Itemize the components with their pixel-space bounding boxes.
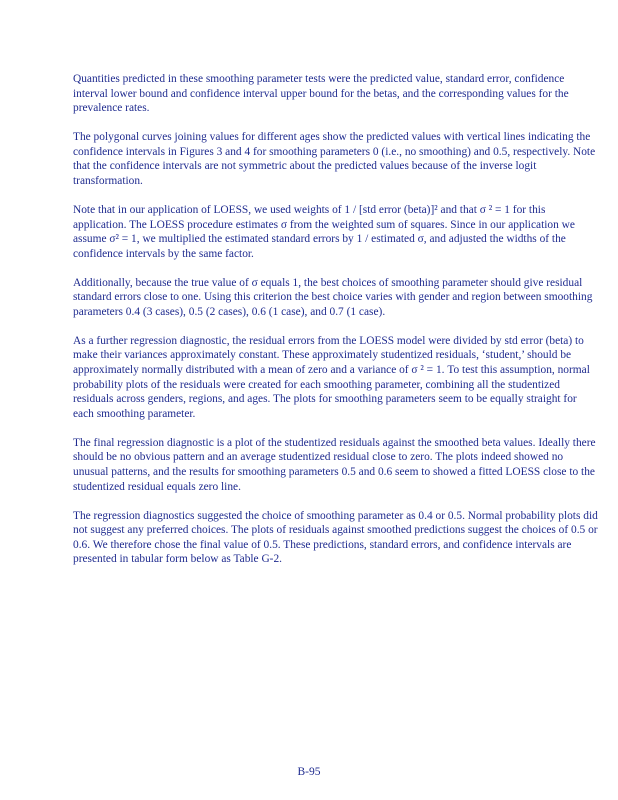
paragraph-residual-standard-errors: Additionally, because the true value of σ equals 1, the best choices of smoothing parameter should give residual standard errors close to one. Using this criterion the best choice varies with gender and region between smoothing parameters 0.4 (3 cases), 0.5 (2 cases), 0.6 (1 case), and 0.7 (1 case).	[73, 276, 593, 318]
paragraph-studentized-residuals: As a further regression diagnostic, the residual errors from the LOESS model were divided by std error (beta) to make their variances approximately constant. These approximately studentized residuals, ‘student,’ should be approximately normally distributed with a mean of zero and a variance of σ ² = 1. To test this assumption, normal probability plots of the residuals were created for each smoothing parameter, combining all the studentized residuals across genders, regions, and ages. The plots for smoothing parameters seem to be equally straight for each smoothing parameter.	[73, 334, 590, 420]
paragraph-loess-weights: Note that in our application of LOESS, we used weights of 1 / [std error (beta)]² and that σ ² = 1 for this application. The LOESS procedure estimates σ from the weighted sum of squares. Since in our application we assume σ² = 1, we multiplied the estimated standard errors by 1 / estimated σ, and adjusted the widths of the confidence intervals by the same factor.	[73, 203, 575, 260]
paragraph-final-diagnostic: The final regression diagnostic is a plot of the studentized residuals against the smoothed beta values. Ideally there should be no obvious pattern and an average studentized residual close to zero. The plots indeed showed no unusual patterns, and the results for smoothing parameters 0.5 and 0.6 seem to showed a fitted LOESS close to the studentized residual equals zero line.	[73, 436, 596, 493]
paragraph-predicted-quantities: Quantities predicted in these smoothing parameter tests were the predicted value, standard error, confidence interval lower bound and confidence interval upper bound for the betas, and the corresponding values for the prevalence rates.	[73, 73, 569, 115]
body-text	[73, 72, 598, 581]
paragraph-polygonal-curves: The polygonal curves joining values for different ages show the predicted values with vertical lines indicating the confidence intervals in Figures 3 and 4 for smoothing parameters 0 (i.e., no smoothing) and 0.5, respectively. Note that the confidence intervals are not symmetric about the predicted values because of the inverse logit transformation.	[73, 131, 596, 187]
page-number: B-95	[297, 766, 321, 778]
paragraph-conclusion: The regression diagnostics suggested the choice of smoothing parameter as 0.4 or 0.5. Normal probability plots did not suggest any preferred choices. The plots of residuals against smoothed predictions suggest the choices of 0.5 or 0.6. We therefore chose the final value of 0.5. These predictions, standard errors, and confidence intervals are presented in tabular form below as Table G-2.	[73, 509, 598, 566]
